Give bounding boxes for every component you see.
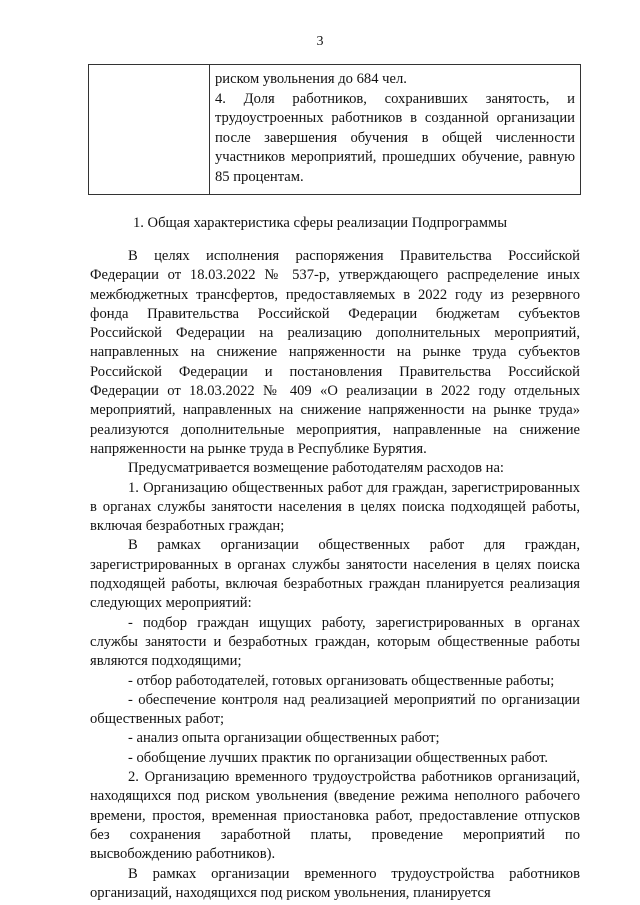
list-item: - анализ опыта организации общественных работ; <box>128 730 440 747</box>
section-title: 1. Общая характеристика сферы реализации Подпрограммы <box>132 215 508 231</box>
table-right-cell <box>210 65 581 195</box>
paragraph: В целях исполнения распоряжения Правительства Российской Федерации от 18.03.2022 № 537-р, утверждающего распределение иных межбюджетных трансфертов, предоставляемых в 2022 году из резервного фонда Правительства Российской Федерации бюджетам субъектов Российской Федерации на реализацию дополнительных мероприятий, направленных на снижение напряженности на рынке труда субъектов Российской Федерации и постановления Правительства Российской Федерации от 18.03.2022 № 409 «О реализации в 2022 году отдельных мероприятий, направленных на снижение напряженности на рынке труда» реализуются дополнительные мероприятия, направленные на снижение напряженности на рынке труда в Республике Бурятия. <box>90 248 580 457</box>
list-item: - обеспечение контроля над реализацией мероприятий по организации общественных работ; <box>90 691 580 728</box>
paragraph: В рамках организации временного трудоустройства работников организаций, находящихся под риском увольнения, планируется <box>90 865 580 901</box>
paragraph: 1. Организацию общественных работ для граждан, зарегистрированных в органах службы занятости населения в целях поиска подходящей работы, включая безработных граждан; <box>90 479 580 535</box>
list-item: - отбор работодателей, готовых организовать общественные работы; <box>128 672 555 689</box>
body-text <box>90 247 580 903</box>
list-item: - подбор граждан ищущих работу, зарегистрированных в органах службы занятости и безработных граждан, которым общественные работы являются подходящими; <box>90 614 580 670</box>
paragraph: 2. Организацию временного трудоустройства работников организаций, находящихся под риском увольнения (введение режима неполного рабочего времени, простоя, временная приостановка работ, предоставление отпусков без сохранения заработной платы, проведение мероприятий по высвобождению работников). <box>90 769 580 863</box>
table-line: 4. Доля работников, сохранивших занятость, и трудоустроенных работников в созданной организации после завершения обучения в общей численности участников мероприятий, прошедших обучение, равную 85 процентам. <box>215 90 575 185</box>
paragraph: Предусматривается возмещение работодателям расходов на: <box>128 460 504 477</box>
table-line: риском увольнения до 684 чел. <box>215 71 407 87</box>
table-left-cell <box>89 65 210 195</box>
paragraph: В рамках организации общественных работ для граждан, зарегистрированных в органах службы занятости населения в целях поиска подходящей работы, включая безработных граждан планируется реализация следующих мероприятий: <box>90 537 580 612</box>
page-number: 3 <box>316 34 324 49</box>
continuation-table <box>88 64 581 195</box>
list-item: - обобщение лучших практик по организации общественных работ. <box>128 749 549 766</box>
table-row <box>89 65 581 195</box>
